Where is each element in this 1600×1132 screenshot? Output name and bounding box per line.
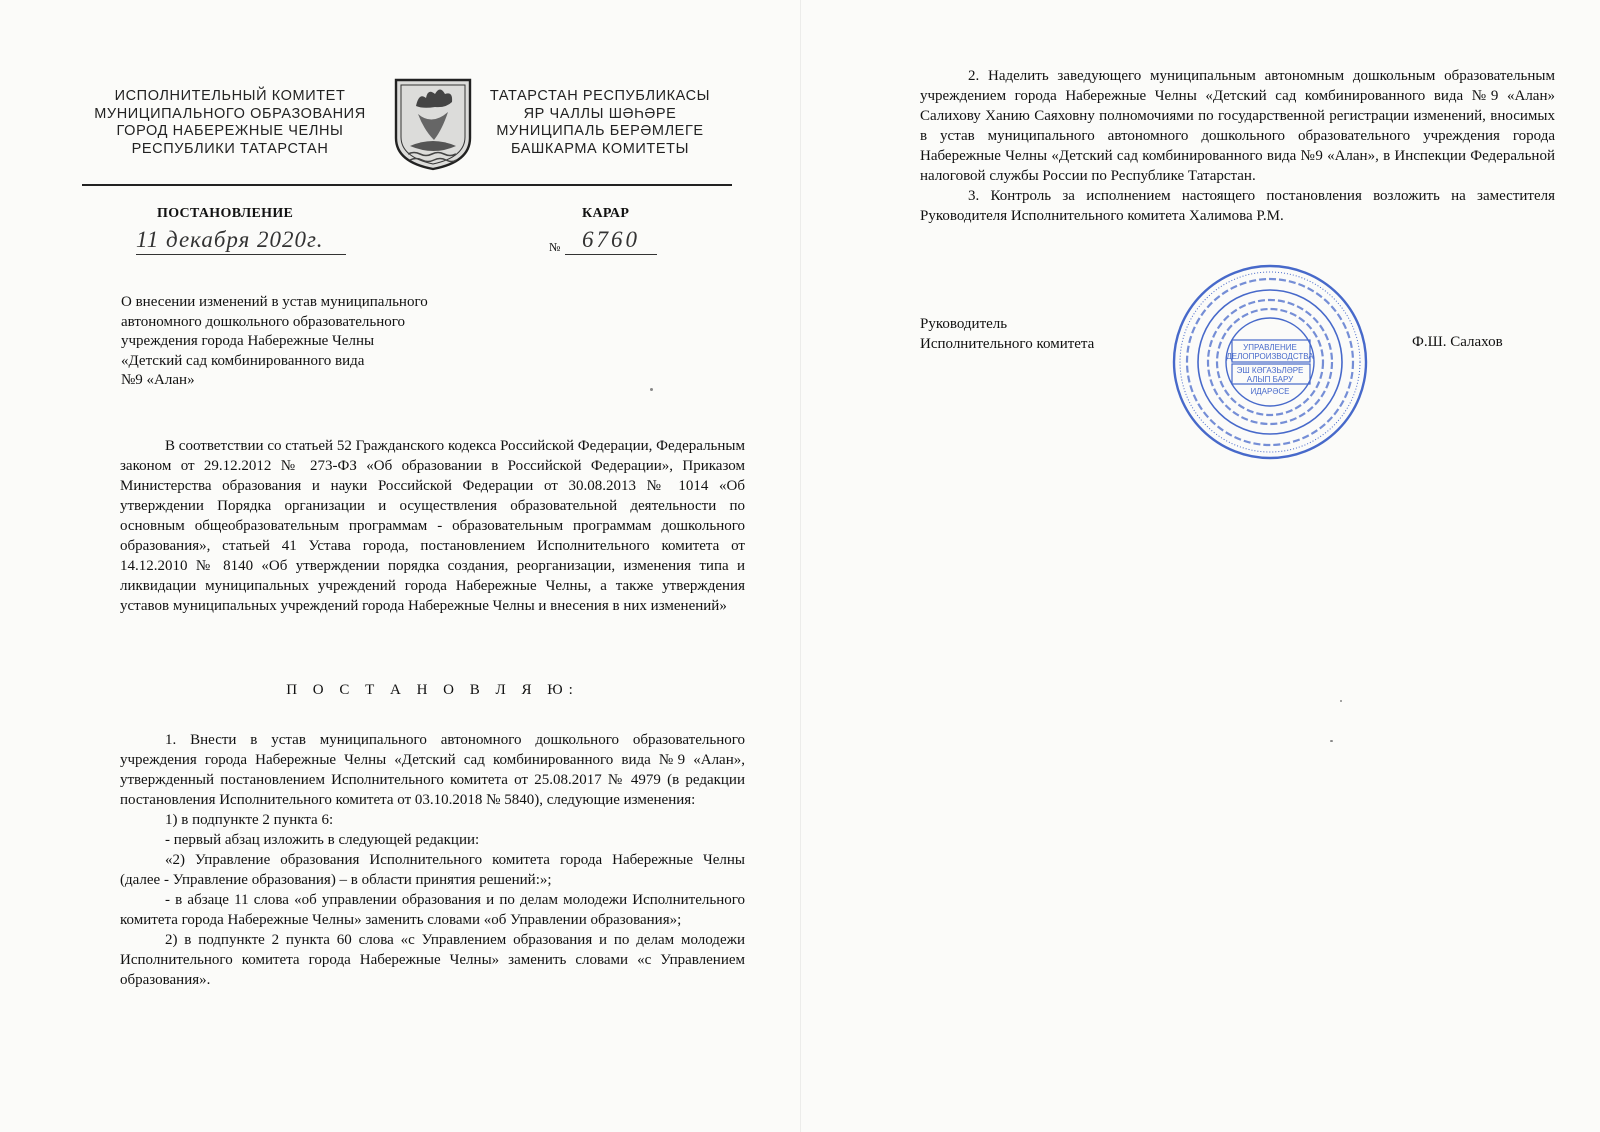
resolution-items-right	[920, 66, 1555, 226]
signatory-title-line: Исполнительного комитета	[920, 336, 1095, 352]
svg-text:ИДАРӘСЕ: ИДАРӘСЕ	[1250, 387, 1290, 396]
right-page	[800, 0, 1600, 1132]
resolution-item: 1. Внести в устав муниципального автономного дошкольного образовательного учреждения города Набережные Челны «Детский сад комбинированного вида №9 «Алан», утвержденный постановлением Исполнительного комитета от 25.08.2017 № 4979 (в редакции постановления Исполнительного комитета от 03.10.2018 № 5840), следующие изменения:	[120, 732, 745, 808]
official-seal-stamp	[1170, 262, 1370, 462]
handwritten-date: 11 декабря 2020г.	[136, 226, 346, 255]
stamp-lettering	[1226, 343, 1314, 396]
resolution-item: 1) в подпункте 2 пункта 6:	[165, 812, 334, 828]
signatory-name: Ф.Ш. Салахов	[1412, 334, 1503, 350]
preamble-paragraph: В соответствии со статьей 52 Гражданского кодекса Российской Федерации, Федеральным законом от 29.12.2012 № 273-ФЗ «Об образовании в Российской Федерации», Приказом Министерства образования и науки Российской Федерации от 30.08.2013 № 1014 «Об утверждении Порядка организации и осуществления образовательной деятельности по основным общеобразовательным программам - образовательным программам дошкольного образования», статьей 41 Устава города, постановлением Исполнительного комитета от 14.12.2010 № 8140 «Об утверждении порядка создания, реорганизации, изменения типа и ликвидации муниципальных учреждений города Набережные Челны, а также утверждения уставов муниципальных учреждений города Набережные Челны и внесения в них изменений»	[120, 438, 745, 614]
document-type-ru: ПОСТАНОВЛЕНИЕ	[157, 206, 294, 221]
header-tt-line: БАШКАРМА КОМИТЕТЫ	[510, 140, 690, 157]
header-ru-line: ИСПОЛНИТЕЛЬНЫЙ КОМИТЕТ	[114, 88, 346, 104]
subject-line: учреждения города Набережные Челны	[121, 333, 375, 349]
subject-line: №9 «Алан»	[121, 372, 195, 388]
header-ru-line: МУНИЦИПАЛЬНОГО ОБРАЗОВАНИЯ	[94, 105, 366, 122]
scan-speck	[1340, 700, 1342, 702]
header-ru-line: ГОРОД НАБЕРЕЖНЫЕ ЧЕЛНЫ	[116, 123, 344, 139]
decree-heading: П О С Т А Н О В Л Я Ю:	[286, 682, 579, 698]
handwritten-number: 6760	[565, 226, 657, 255]
resolution-item: - первый абзац изложить в следующей редакции:	[165, 832, 480, 848]
svg-text:АЛЫП БАРУ: АЛЫП БАРУ	[1246, 375, 1294, 384]
signatory-title	[920, 314, 1094, 354]
resolution-item: 3. Контроль за исполнением настоящего постановления возложить на заместителя Руководителя Исполнительного комитета Халимова Р.М.	[920, 188, 1555, 224]
subject-line: «Детский сад комбинированного вида	[121, 352, 365, 369]
resolution-item: «2) Управление образования Исполнительного комитета города Набережные Челны (далее - Управление образования) – в области принятия решений:»;	[120, 852, 745, 888]
header-tt-line: МУНИЦИПАЛЬ БЕРӘМЛЕГЕ	[496, 123, 704, 139]
svg-text:ЭШ КӘГАЗЬЛӘРЕ: ЭШ КӘГАЗЬЛӘРЕ	[1236, 366, 1304, 375]
header-ru-line: РЕСПУБЛИКИ ТАТАРСТАН	[131, 140, 329, 157]
resolution-item: 2) в подпункте 2 пункта 60 слова «с Управлением образования и по делам молодежи Исполнительного комитета города Набережные Челны» заменить словами «с Управлением образования».	[120, 932, 745, 988]
header-authority-ru	[80, 88, 380, 158]
document-subject	[121, 293, 521, 391]
resolution-items-left	[120, 730, 745, 990]
header-authority-tt	[475, 88, 725, 158]
city-coat-of-arms-icon	[392, 76, 474, 172]
header-tt-line: ТАТАРСТАН РЕСПУБЛИКАСЫ	[489, 88, 711, 104]
resolution-item: - в абзаце 11 слова «об управлении образования и по делам молодежи Исполнительного комитета города Набережные Челны» заменить словами «об Управлении образования»;	[120, 892, 745, 928]
scan-speck	[1330, 740, 1333, 742]
resolution-item: 2. Наделить заведующего муниципальным автономным дошкольным образовательным учреждением города Набережные Челны «Детский сад комбинированного вида №9 «Алан» Салихову Ханию Саяховну полномочиями по государственной регистрации изменений, вносимых в устав муниципального автономного дошкольного образовательного учреждения города Набережные Челны «Детский сад комбинированного вида №9 «Алан», в Инспекции Федеральной налоговой службы России по Республике Татарстан.	[920, 68, 1555, 184]
number-label: №	[549, 240, 561, 254]
svg-text:ДЕЛОПРОИЗВОДСТВА: ДЕЛОПРОИЗВОДСТВА	[1226, 352, 1314, 361]
header-tt-line: ЯР ЧАЛЛЫ ШӘҺӘРЕ	[523, 105, 677, 122]
scan-speck	[650, 388, 653, 391]
subject-line: О внесении изменений в устав муниципального	[121, 294, 428, 310]
document-type-tt: КАРАР	[582, 206, 630, 221]
signatory-title-line: Руководитель	[920, 316, 1008, 332]
subject-line: автономного дошкольного образовательного	[121, 313, 406, 330]
svg-text:УПРАВЛЕНИЕ: УПРАВЛЕНИЕ	[1243, 343, 1297, 352]
header-divider	[82, 184, 732, 186]
